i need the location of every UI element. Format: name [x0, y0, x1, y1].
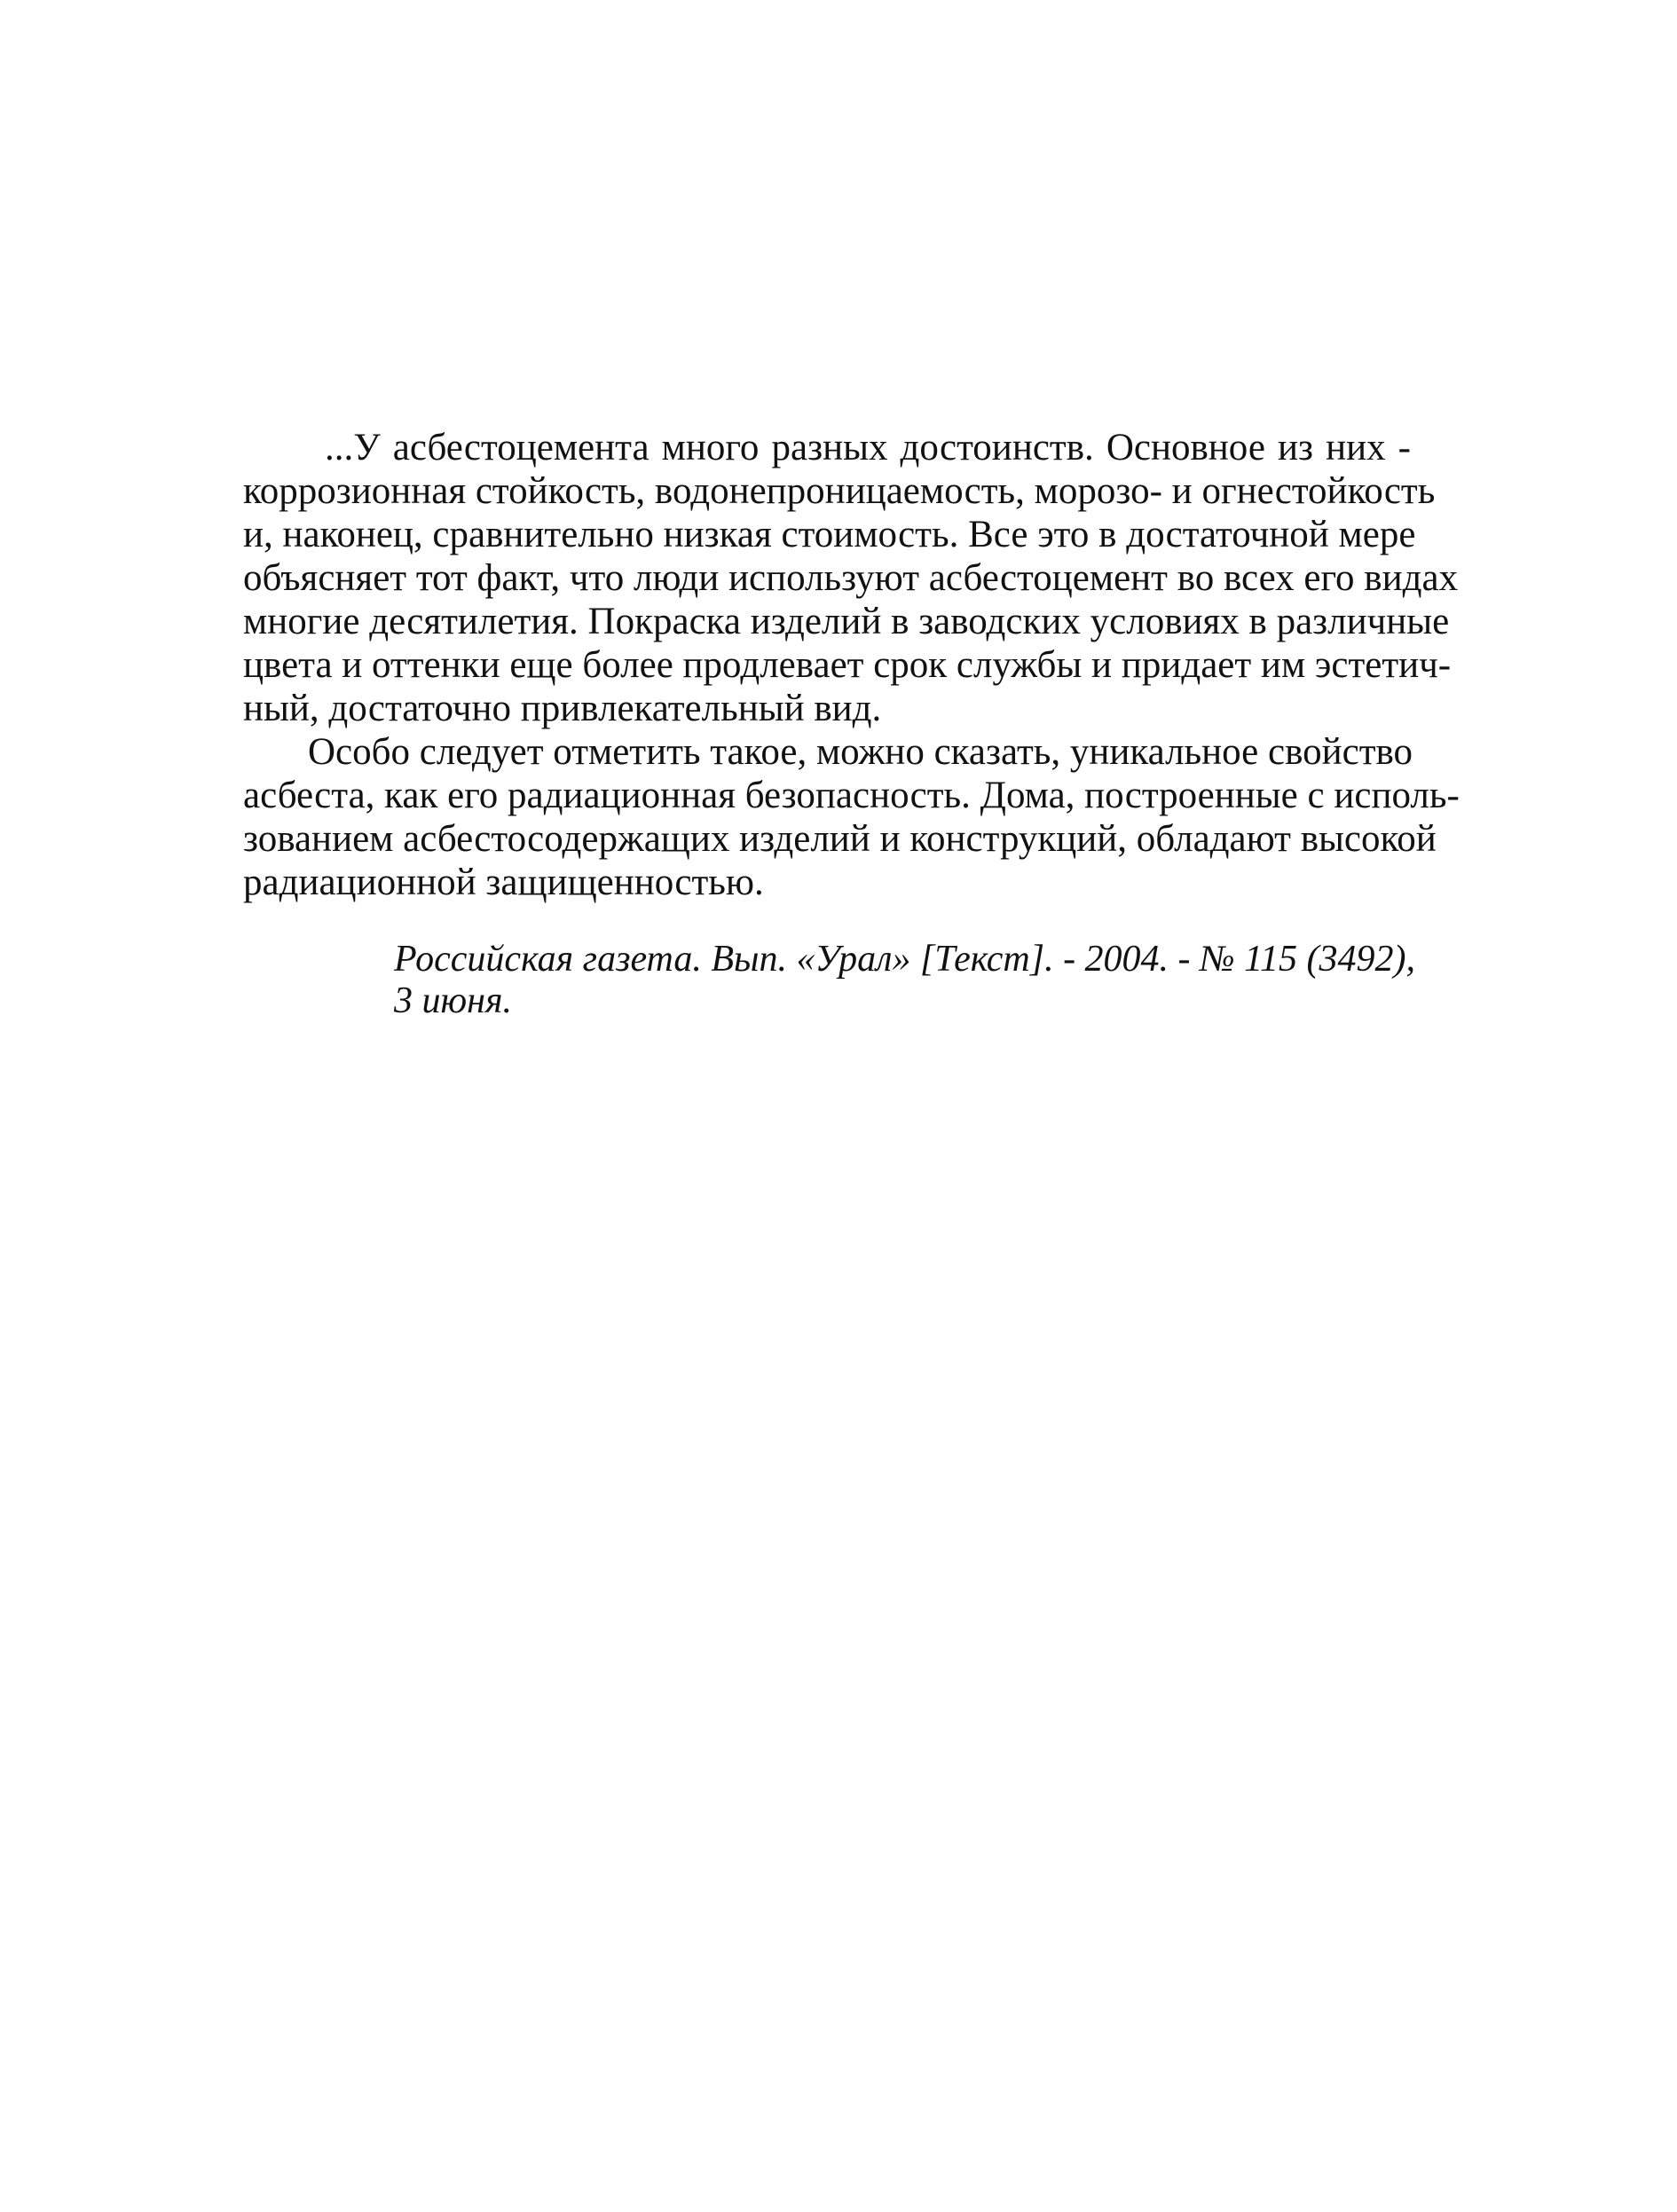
- paragraph-2-line-4: радиационной защищенностью.: [243, 862, 764, 903]
- paragraph-2-line-2: асбеста, как его радиационная безопасность. Дома, построенные с исполь-: [243, 775, 1460, 816]
- paragraph-2-line-1: Особо следует отметить такое, можно сказать, уникальное свойство: [308, 731, 1413, 773]
- paragraph-1-line-5: многие десятилетия. Покраска изделий в заводских условиях в различные: [243, 601, 1450, 642]
- citation-line-1: Российская газета. Вып. «Урал» [Текст]. - 2004. - № 115 (3492),: [394, 939, 1416, 980]
- paragraph-2-line-3: зованием асбестосодержащих изделий и конструкций, обладают высокой: [243, 818, 1437, 860]
- paragraph-1-line-7: ный, достаточно привлекательный вид.: [243, 688, 882, 729]
- citation-line-2: 3 июня.: [394, 980, 512, 1021]
- paragraph-1-line-3: и, наконец, сравнительно низкая стоимость. Все это в достаточной мере: [243, 514, 1416, 555]
- paragraph-1-line-4: объясняет тот факт, что люди используют асбестоцемент во всех его видах: [243, 557, 1459, 599]
- paragraph-1-line-2: коррозионная стойкость, водонепроницаемость, морозо- и огнестойкость: [243, 470, 1436, 512]
- paragraph-1-line-6: цвета и оттенки еще более продлевает срок службы и придает им эстетич-: [243, 644, 1452, 686]
- paragraph-1-line-1: ...У асбестоцемента много разных достоинств. Основное из них -: [325, 427, 1411, 468]
